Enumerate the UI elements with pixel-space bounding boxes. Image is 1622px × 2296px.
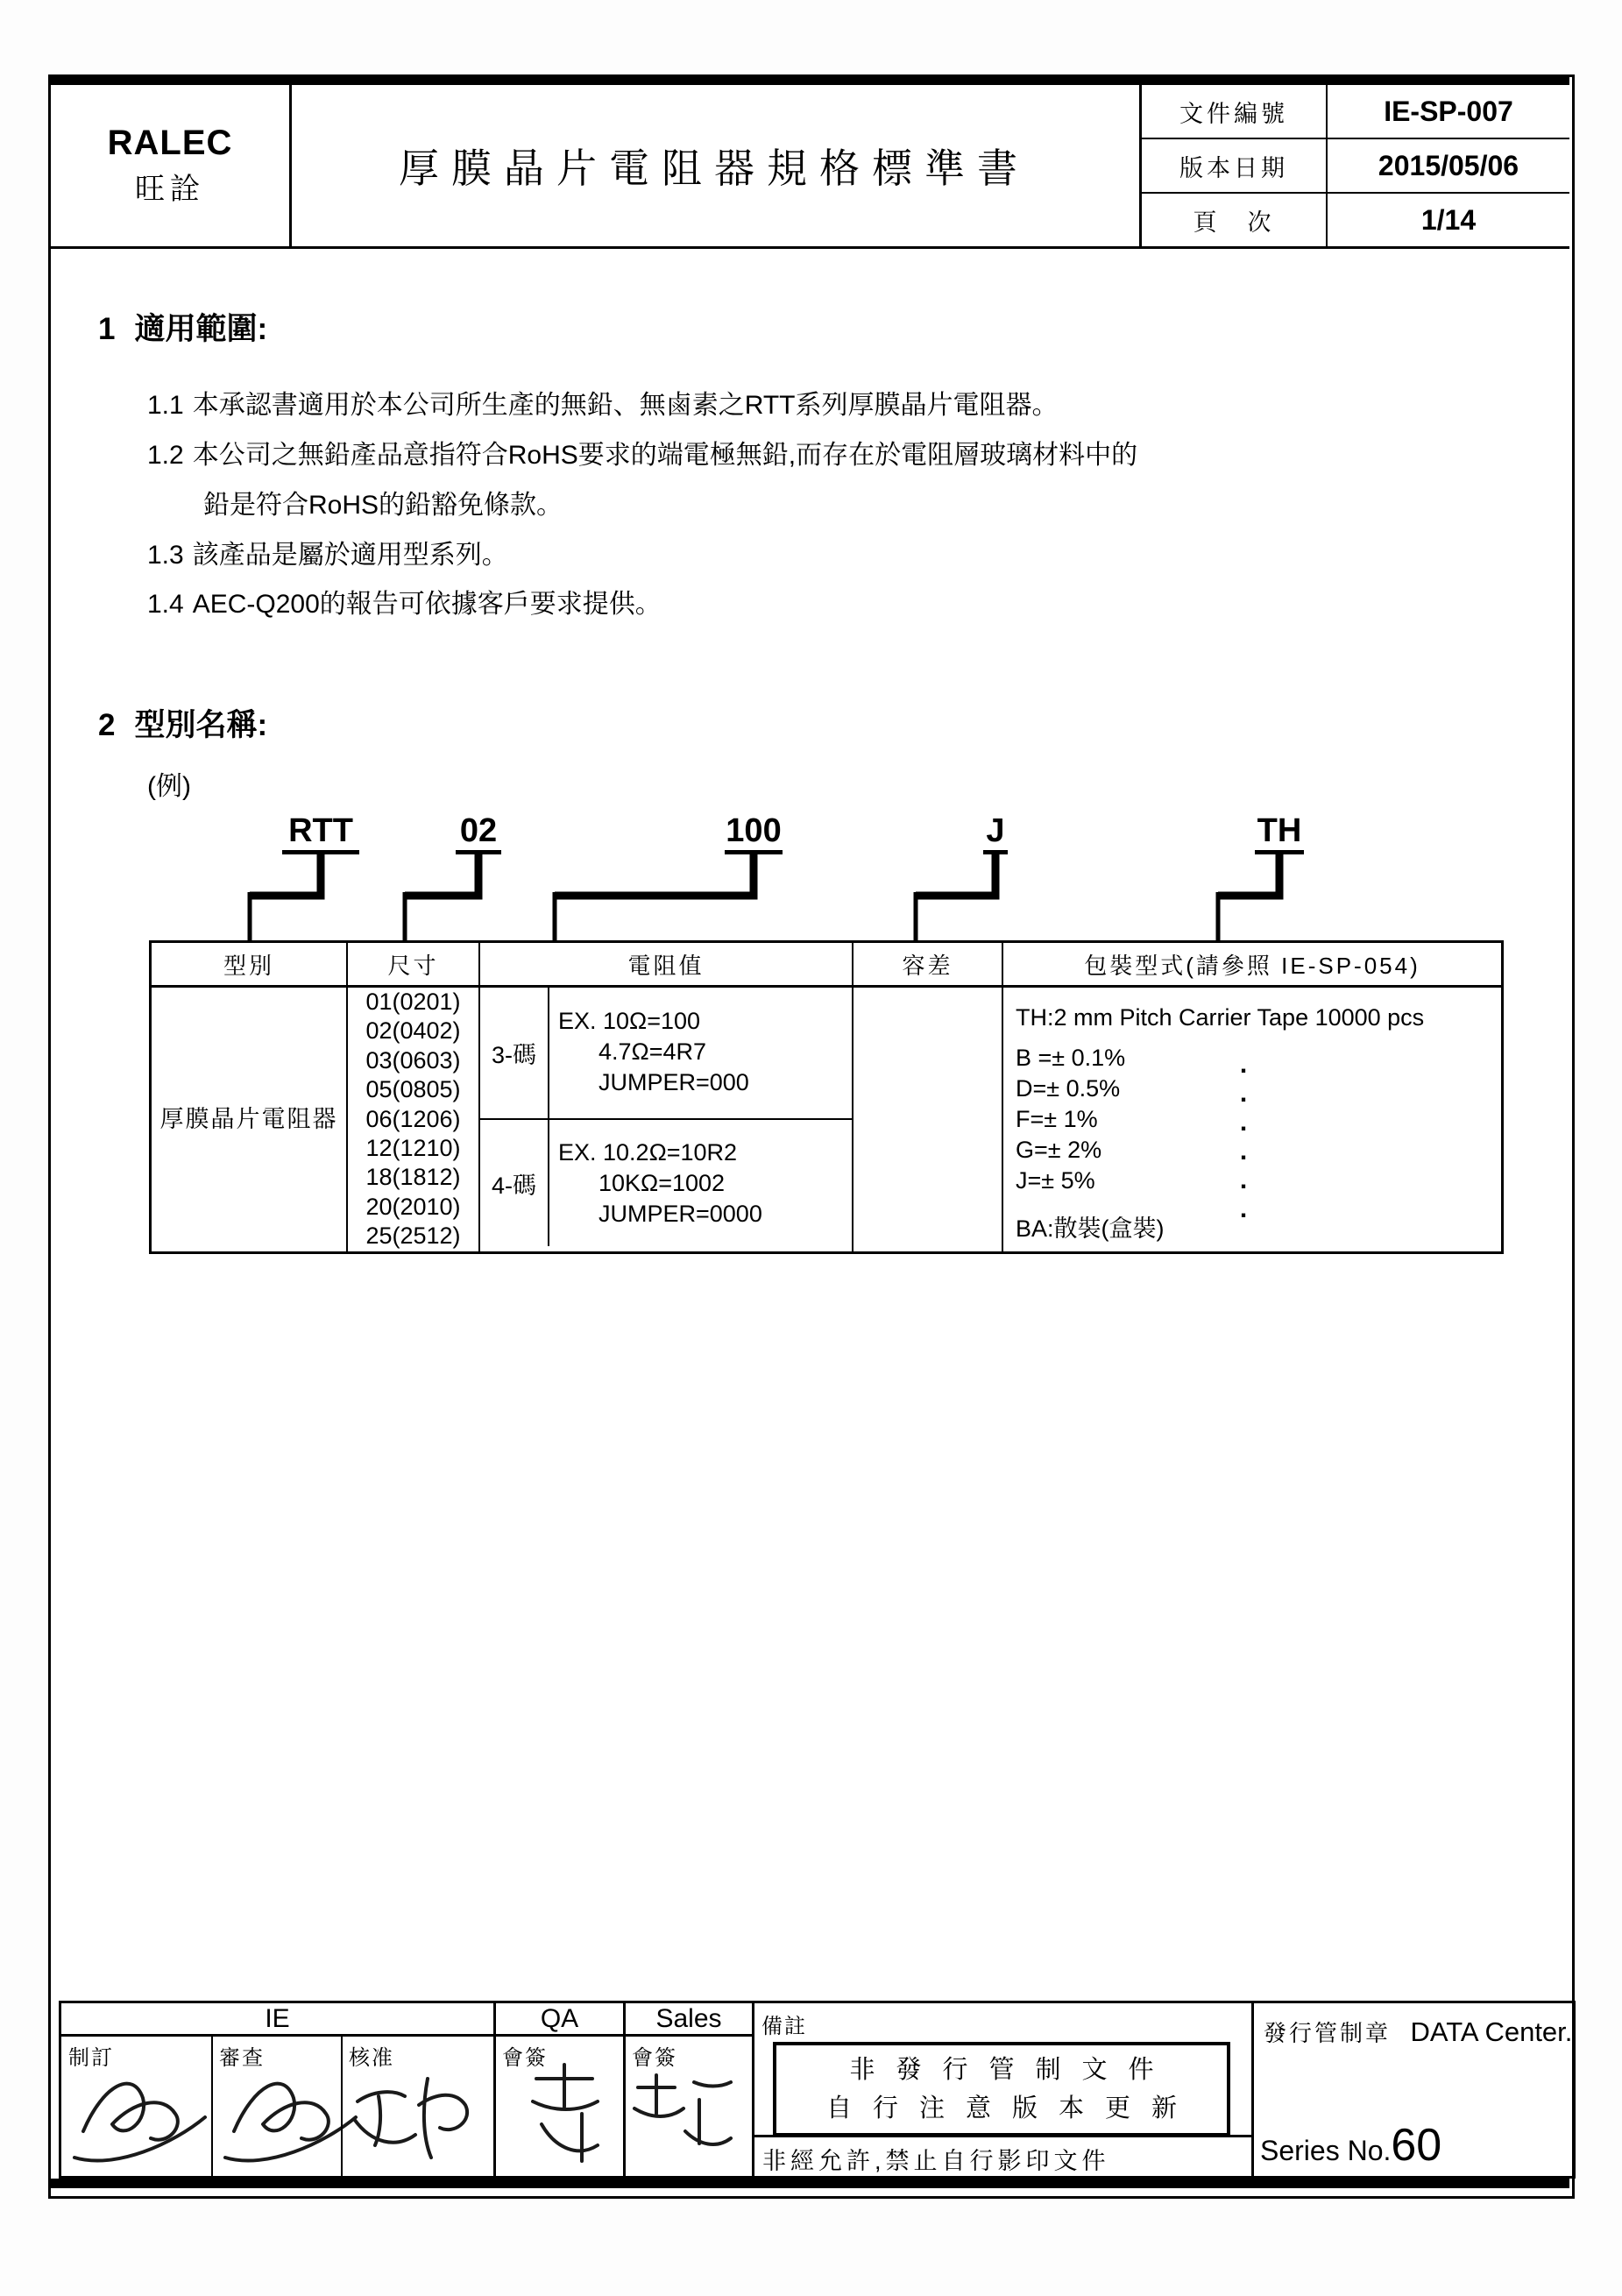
cell-3code-examples <box>558 1006 851 1098</box>
clause-1-2-cont <box>203 483 563 521</box>
company-name-en: RALEC <box>107 124 233 162</box>
sig-label-sales-countersign: 會簽 <box>632 2046 677 2070</box>
doc-date-label: 版本日期 <box>1142 139 1328 192</box>
packing-ellipsis-dots <box>1235 1050 1252 1223</box>
remark-label: 備註 <box>761 2015 807 2038</box>
resistance-example: JUMPER=0000 <box>599 1201 762 1227</box>
size-item: 20(2010) <box>365 1193 461 1220</box>
dot: . <box>1239 1137 1248 1166</box>
doc-page-row <box>1142 194 1569 246</box>
document-title: 厚膜晶片電阻器規格標準書 <box>399 145 1030 191</box>
part-number-table <box>149 940 1504 1254</box>
grid-line <box>1251 2003 1254 2176</box>
clause-number: 1.4 <box>147 590 184 619</box>
dot: . <box>1239 1050 1248 1079</box>
section2-title: 型別名稱: <box>134 708 268 742</box>
section1-heading <box>98 305 267 349</box>
series-value: 60 <box>1391 2120 1442 2171</box>
section1-number: 1 <box>98 312 116 346</box>
part-label-packing: TH <box>1255 813 1304 854</box>
remark-divider <box>754 2135 1251 2137</box>
remark-box-line1: 非發行管制文件 <box>849 2056 1175 2084</box>
cell-4code-examples <box>558 1137 851 1229</box>
document-header <box>51 77 1569 249</box>
doc-page-value: 1/14 <box>1420 203 1477 236</box>
sig-label-approver: 核准 <box>349 2046 394 2070</box>
clause-1-2 <box>147 433 1137 471</box>
section2-number: 2 <box>98 708 116 742</box>
tolerance-item: G=± 2% <box>1016 1137 1102 1163</box>
clause-number: 1.3 <box>147 541 184 570</box>
resistance-example: 10KΩ=1002 <box>599 1170 726 1196</box>
size-item: 03(0603) <box>365 1046 461 1074</box>
bottom-bar <box>51 2179 1569 2188</box>
col-header-resistance: 電阻值 <box>627 952 705 979</box>
approval-footer-table <box>59 2001 1576 2179</box>
clause-1-4 <box>147 582 662 620</box>
remark-box <box>773 2042 1230 2137</box>
part-label-series: RTT <box>282 813 359 854</box>
dept-qa: QA <box>496 2003 623 2037</box>
document-title-cell <box>289 85 1139 246</box>
grid-line <box>752 2003 754 2176</box>
cell-packing-ba: BA:散裝(盒裝) <box>1016 1215 1165 1242</box>
stamp-row <box>1264 2016 1572 2048</box>
clause-text: 本公司之無鉛產品意指符合RoHS要求的端電極無鉛,而存在於電阻層玻璃材料中的 <box>192 441 1138 470</box>
resistance-example: EX. 10Ω=100 <box>558 1008 701 1034</box>
doc-number-value: IE-SP-007 <box>1384 95 1513 127</box>
col-header-size: 尺寸 <box>387 952 439 979</box>
grid-line <box>1002 943 1003 1251</box>
grid-line <box>341 2034 343 2176</box>
company-name-cn: 旺詮 <box>135 173 205 206</box>
dept-sales: Sales <box>626 2003 752 2037</box>
size-item: 12(1210) <box>365 1135 461 1162</box>
cell-tolerance-list <box>1016 1043 1147 1196</box>
remark-box-line2: 自行注意版本更新 <box>825 2094 1198 2122</box>
cell-4code-label: 4-碼 <box>491 1172 536 1199</box>
clause-text: 鉛是符合RoHS的鉛豁免條款。 <box>203 491 563 520</box>
remark-bottom-text: 非經允許,禁止自行影印文件 <box>762 2148 1110 2174</box>
sig-label-qa-countersign: 會簽 <box>502 2046 548 2070</box>
company-logo <box>51 85 292 246</box>
clause-1-1 <box>147 383 1059 422</box>
size-item: 18(1812) <box>365 1164 461 1191</box>
doc-date-value: 2015/05/06 <box>1378 149 1519 181</box>
col-header-type: 型別 <box>223 952 274 979</box>
doc-date-row <box>1142 139 1569 194</box>
clause-number: 1.1 <box>147 391 184 420</box>
size-item: 25(2512) <box>365 1222 461 1250</box>
example-label: (例) <box>147 772 191 801</box>
doc-page-label: 頁 次 <box>1142 194 1328 246</box>
section2-heading <box>98 701 267 745</box>
size-item: 02(0402) <box>365 1017 461 1045</box>
sig-label-reviewer: 審查 <box>219 2046 265 2070</box>
clause-1-3 <box>147 533 508 571</box>
col-header-tolerance: 容差 <box>902 952 953 979</box>
cell-size-list <box>348 988 478 1251</box>
dot: . <box>1239 1166 1248 1194</box>
tolerance-item: J=± 5% <box>1016 1167 1095 1194</box>
part-label-tolerance: J <box>983 813 1008 854</box>
series-label: Series No. <box>1260 2135 1392 2166</box>
stamp-value: DATA Center. <box>1410 2016 1573 2047</box>
document-info-table <box>1139 85 1569 246</box>
sig-label-drafter: 制訂 <box>68 2046 114 2070</box>
size-item: 06(1206) <box>365 1105 461 1132</box>
cell-type-value: 厚膜晶片電阻器 <box>159 1106 338 1132</box>
doc-number-row <box>1142 85 1569 139</box>
doc-number-label: 文件編號 <box>1142 85 1328 138</box>
stamp-label: 發行管制章 <box>1264 2020 1392 2046</box>
tolerance-item: D=± 0.5% <box>1016 1075 1121 1102</box>
clause-text: AEC-Q200的報告可依據客戶要求提供。 <box>192 590 662 619</box>
part-label-resistance: 100 <box>725 813 783 854</box>
size-item: 05(0805) <box>365 1076 461 1103</box>
section1-title: 適用範圍: <box>134 312 268 346</box>
series-number <box>1260 2119 1441 2172</box>
grid-line <box>548 988 549 1246</box>
tolerance-item: B =± 0.1% <box>1016 1045 1126 1071</box>
dot: . <box>1239 1108 1248 1137</box>
clause-number: 1.2 <box>147 441 184 470</box>
dot: . <box>1239 1194 1248 1223</box>
cell-packing-th: TH:2 mm Pitch Carrier Tape 10000 pcs <box>1016 1004 1425 1031</box>
resistance-example: JUMPER=000 <box>599 1069 749 1095</box>
grid-line <box>211 2034 213 2176</box>
dept-ie: IE <box>61 2003 493 2037</box>
cell-3code-label: 3-碼 <box>491 1042 536 1068</box>
col-header-packing: 包裝型式(請參照 IE-SP-054) <box>1084 952 1420 979</box>
tolerance-item: F=± 1% <box>1016 1106 1098 1132</box>
resistance-example: EX. 10.2Ω=10R2 <box>558 1139 738 1166</box>
clause-text: 該產品是屬於適用型系列。 <box>192 541 508 570</box>
resistance-example: 4.7Ω=4R7 <box>599 1038 707 1065</box>
part-label-size: 02 <box>456 813 501 854</box>
grid-line <box>852 943 853 1251</box>
size-item: 01(0201) <box>365 989 461 1015</box>
dot: . <box>1239 1079 1248 1108</box>
clause-text: 本承認書適用於本公司所生產的無鉛、無鹵素之RTT系列厚膜晶片電阻器。 <box>192 391 1059 420</box>
